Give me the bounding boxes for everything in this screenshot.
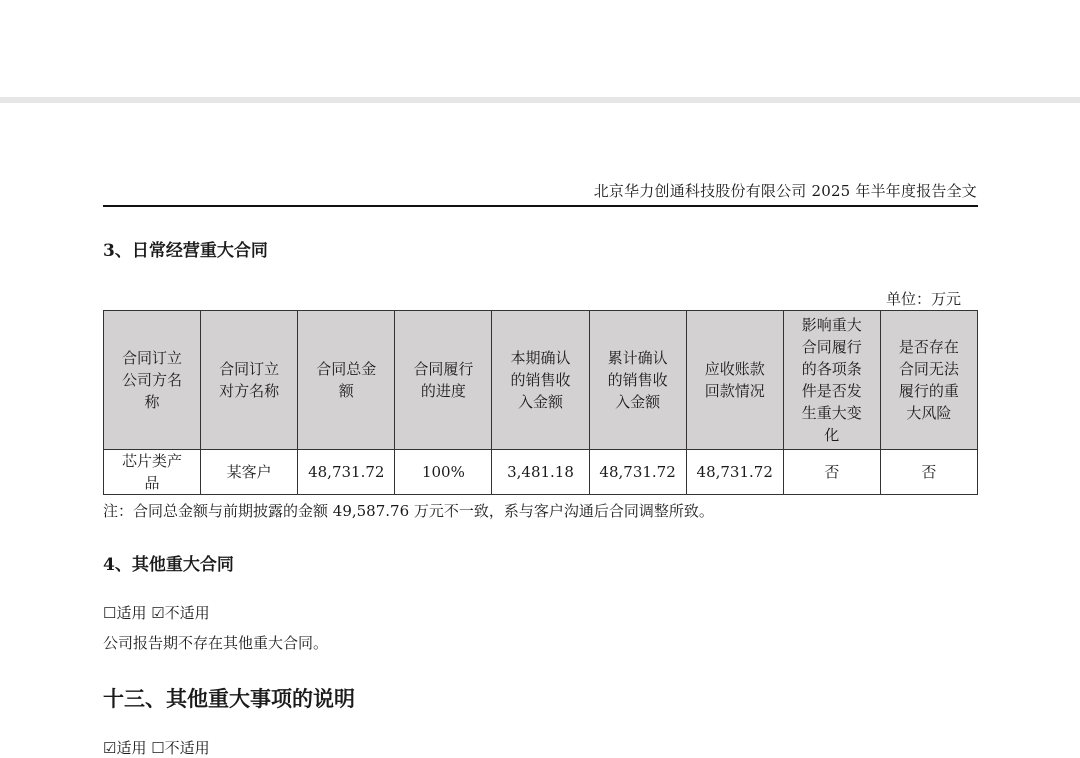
header-cell: 应收账款回款情况 xyxy=(686,311,783,450)
table-cell: 48,731.72 xyxy=(298,450,395,495)
table-cell: 芯片类产品 xyxy=(104,450,201,495)
table-note: 注：合同总金额与前期披露的金额 49,587.76 万元不一致，系与客户沟通后合同调整所致。 xyxy=(103,502,714,520)
table-cell: 某客户 xyxy=(201,450,298,495)
unit-label: 单位：万元 xyxy=(885,290,961,308)
section-4-heading: 4、其他重大合同 xyxy=(103,555,234,575)
header-cell: 合同总金额 xyxy=(298,311,395,450)
table-cell: 否 xyxy=(783,450,880,495)
header-cell: 累计确认的销售收入金额 xyxy=(589,311,686,450)
header-cell: 本期确认的销售收入金额 xyxy=(492,311,589,450)
applicability-checkboxes: ☐适用 ☑不适用 xyxy=(103,604,210,622)
header-cell: 合同履行的进度 xyxy=(395,311,492,450)
table-cell: 3,481.18 xyxy=(492,450,589,495)
header-cell: 合同订立对方名称 xyxy=(201,311,298,450)
section-4-body: 公司报告期不存在其他重大合同。 xyxy=(103,634,329,652)
section-3-heading: 3、日常经营重大合同 xyxy=(103,241,268,261)
applicability-checkboxes: ☑适用 ☐不适用 xyxy=(103,739,210,757)
header-cell: 是否存在合同无法履行的重大风险 xyxy=(880,311,977,450)
table-cell: 否 xyxy=(880,450,977,495)
table-cell: 48,731.72 xyxy=(589,450,686,495)
table-header-row xyxy=(104,311,978,450)
major-contracts-table xyxy=(103,310,978,495)
section-13-heading: 十三、其他重大事项的说明 xyxy=(103,686,355,711)
header-rule xyxy=(103,205,978,207)
header-cell: 合同订立公司方名称 xyxy=(104,311,201,450)
table-cell: 100% xyxy=(395,450,492,495)
page-divider xyxy=(0,97,1080,103)
document-header: 北京华力创通科技股份有限公司 2025 年半年度报告全文 xyxy=(593,182,977,200)
table-cell: 48,731.72 xyxy=(686,450,783,495)
table-row xyxy=(104,450,978,495)
header-cell: 影响重大合同履行的各项条件是否发生重大变化 xyxy=(783,311,880,450)
